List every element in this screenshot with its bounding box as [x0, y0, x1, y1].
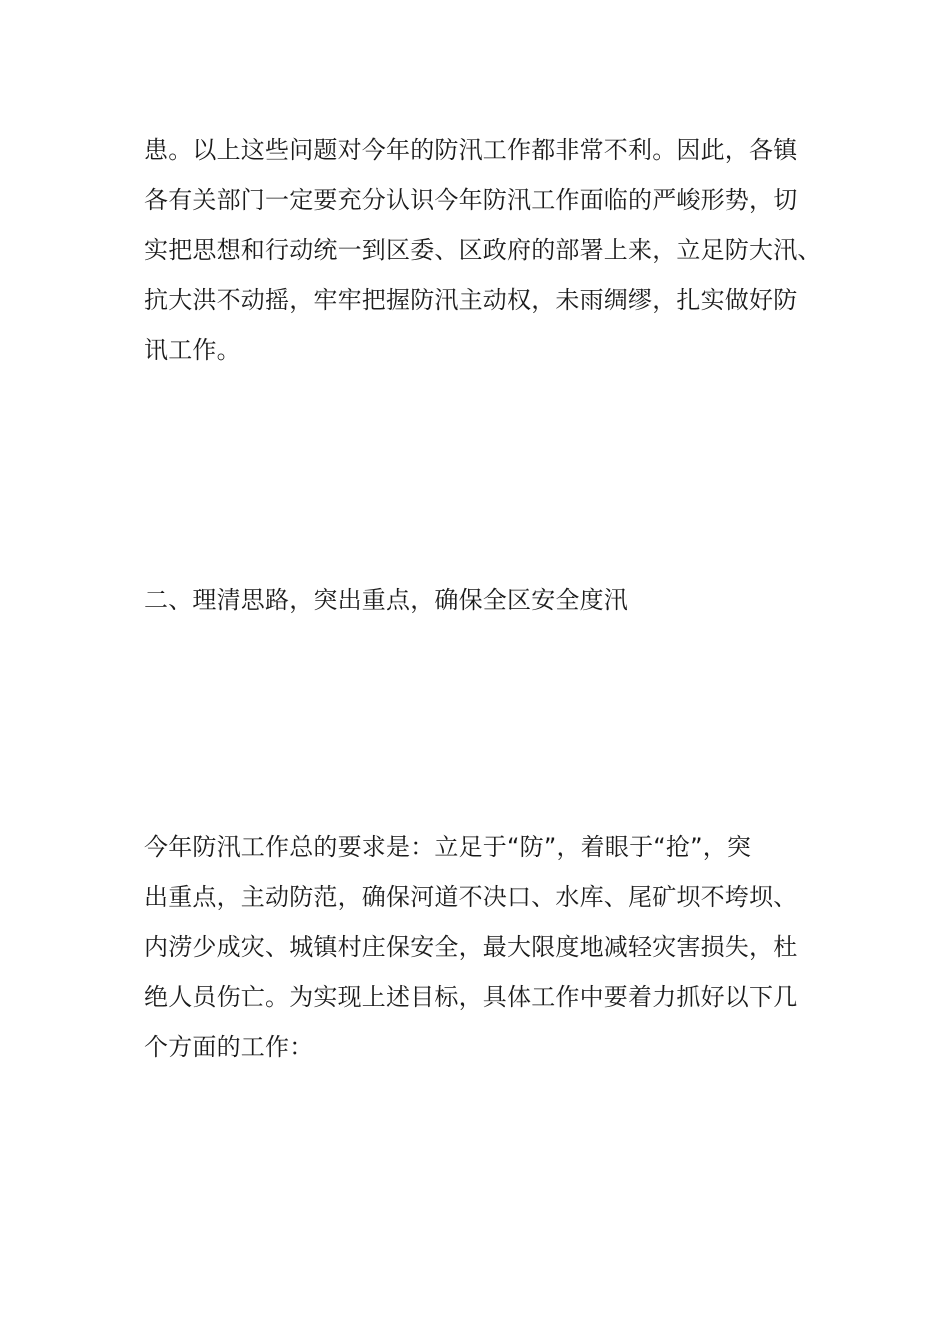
paragraph-line: 实把思想和行动统一到区委、区政府的部署上来，立足防大汛、: [144, 236, 822, 264]
paragraph-line: 内涝少成灾、城镇村庄保安全，最大限度地减轻灾害损失，杜: [144, 933, 798, 961]
paragraph-line: 今年防汛工作总的要求是：立足于“防”，着眼于“抢”，突: [144, 833, 752, 861]
paragraph-requirements: [144, 822, 824, 1072]
paragraph-flood-situation: [144, 125, 824, 375]
paragraph-line: 各有关部门一定要充分认识今年防汛工作面临的严峻形势，切: [144, 186, 798, 214]
paragraph-line: 绝人员伤亡。为实现上述目标，具体工作中要着力抓好以下几: [144, 983, 798, 1011]
paragraph-line: 讯工作。: [144, 336, 241, 364]
paragraph-line: 患。以上这些问题对今年的防汛工作都非常不利。因此，各镇: [144, 136, 798, 164]
paragraph-line: 出重点，主动防范，确保河道不决口、水库、尾矿坝不垮坝、: [144, 883, 798, 911]
section-heading: [144, 575, 824, 625]
section-heading-text: 二、理清思路，突出重点，确保全区安全度汛: [144, 586, 628, 614]
paragraph-line: 抗大洪不动摇，牢牢把握防汛主动权，未雨绸缪，扎实做好防: [144, 286, 798, 314]
paragraph-line: 个方面的工作：: [144, 1033, 314, 1061]
